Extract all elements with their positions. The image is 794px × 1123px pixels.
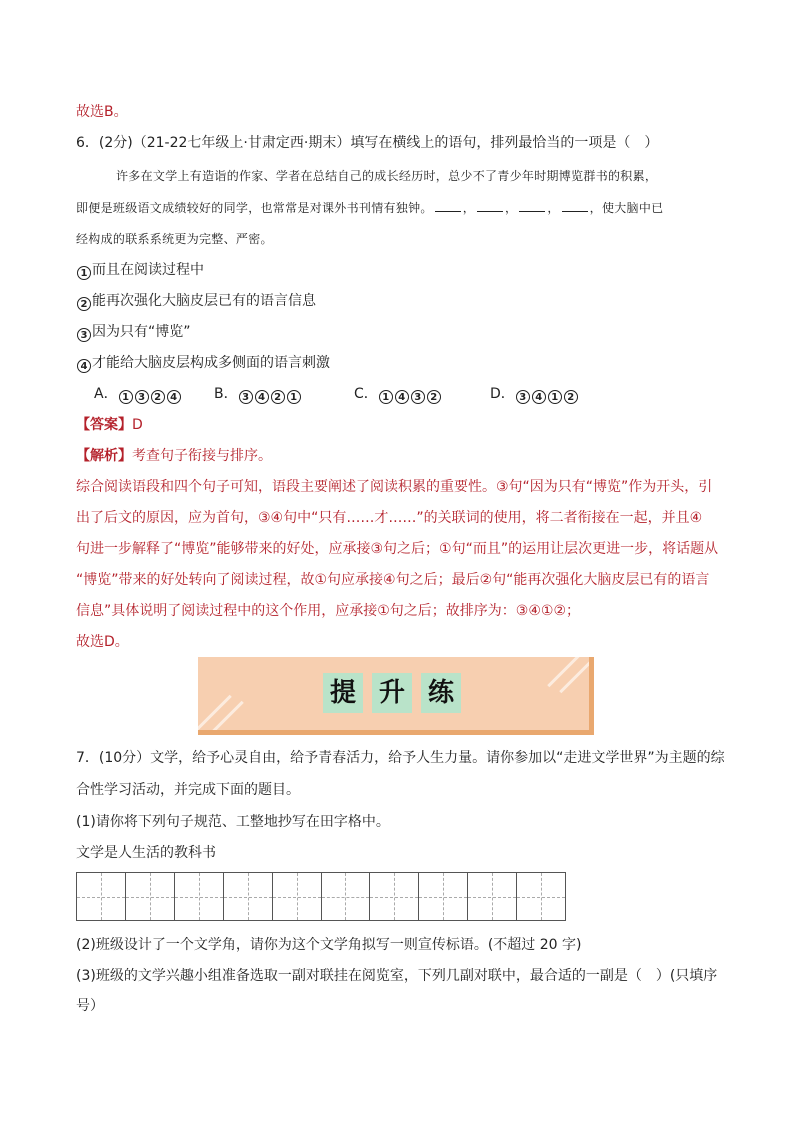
- question-6-passage-line-2: [76, 198, 663, 218]
- option-b: B． 3 4 2 1: [214, 384, 302, 404]
- analysis-line: [76, 446, 272, 466]
- sentence-item-2: [76, 291, 316, 311]
- question-6-passage-line-3: 经构成的联系系统更为完整、严密。: [76, 232, 273, 246]
- grid-cell[interactable]: [126, 873, 175, 920]
- grid-cell[interactable]: [322, 873, 371, 920]
- sentence-item-4: [76, 353, 330, 373]
- item-text: 才能给大脑皮层构成多侧面的语言刺激: [92, 355, 330, 371]
- question-7-sub-3: (3)班级的文学兴趣小组准备选取一副对联挂在阅览室，下列几副对联中，最合适的一副是（ ）(只填序: [76, 968, 718, 984]
- question-7-sub-1: (1)请你将下列句子规范、工整地抄写在田字格中。: [76, 814, 390, 830]
- banner-char-3: 练: [421, 673, 461, 713]
- passage-comma: ，: [462, 201, 476, 215]
- item-text: 而且在阅读过程中: [92, 262, 204, 278]
- banner-char-1: 提: [323, 673, 363, 713]
- question-6-passage-line-1: 许多在文学上有造诣的作家、学者在总结自己的成长经历时，总少不了青少年时期博览群书的积累，: [116, 169, 658, 183]
- sentence-item-3: [76, 322, 191, 342]
- grid-cell[interactable]: [77, 873, 126, 920]
- fill-blank-3: [519, 199, 545, 212]
- item-number: 1: [77, 266, 91, 280]
- grid-cell[interactable]: [419, 873, 468, 920]
- grid-cell[interactable]: [273, 873, 322, 920]
- analysis-paragraph-3: 句进一步解释了“博览”能够带来的好处，应承接③句之后；①句“而且”的运用让层次更进一步，将话题从: [76, 541, 719, 557]
- analysis-paragraph-4: “博览”带来的好处转向了阅读过程，故①句应承接④句之后；最后②句“能再次强化大脑皮层已有的语言: [76, 572, 710, 588]
- grid-cell[interactable]: [224, 873, 273, 920]
- fill-blank-1: [435, 199, 461, 212]
- fill-blank-4: [562, 199, 588, 212]
- item-number: 4: [77, 359, 91, 373]
- analysis-paragraph-2: 出了后文的原因，应为首句，③④句中“只有……才……”的关联词的使用，将二者衔接在一起，并且④: [76, 510, 703, 526]
- question-7-line-2: 合性学习活动，并完成下面的题目。: [76, 782, 300, 798]
- grid-cell[interactable]: [468, 873, 517, 920]
- grid-cell[interactable]: [175, 873, 224, 920]
- banner-char-2: 升: [372, 673, 412, 713]
- fill-blank-2: [477, 199, 503, 212]
- copy-sentence: 文学是人生活的教科书: [76, 845, 216, 861]
- item-number: 2: [77, 297, 91, 311]
- analysis-label: 【解析】: [76, 448, 132, 464]
- item-text: 因为只有“博览”: [92, 324, 191, 340]
- grid-cell[interactable]: [517, 873, 565, 920]
- item-number: 3: [77, 328, 91, 342]
- option-d: D． 3 4 1 2: [490, 384, 579, 404]
- answer-value: D: [132, 417, 143, 433]
- option-a: A． 1 3 2 4: [94, 384, 182, 404]
- tianzige-grid[interactable]: [76, 872, 566, 921]
- analysis-intro: 考查句子衔接与排序。: [132, 448, 272, 464]
- question-7-sub-2: (2)班级设计了一个文学角，请你为这个文学角拟写一则宣传标语。(不超过 20 字): [76, 937, 582, 953]
- section-banner: [198, 657, 594, 735]
- question-6-header: 6．(2分)（21-22七年级上·甘肃定西·期末）填写在横线上的语句，排列最恰当的一项是（ ）: [76, 135, 659, 151]
- question-7-line-1: 7．(10分）文学，给予心灵自由，给予青春活力，给予人生力量。请你参加以“走进文学世界”为主题的综: [76, 750, 725, 766]
- question-7-sub-3-cont: 号）: [76, 998, 104, 1014]
- analysis-paragraph-1: 综合阅读语段和四个句子可知，语段主要阐述了阅读积累的重要性。③句“因为只有“博览”作为开头，引: [76, 479, 713, 495]
- analysis-paragraph-5: 信息”具体说明了阅读过程中的这个作用，应承接①句之后；故排序为：③④①②；: [76, 603, 581, 619]
- option-c: C． 1 4 3 2: [354, 384, 442, 404]
- grid-cell[interactable]: [370, 873, 419, 920]
- passage-text-end: ，使大脑中已: [589, 201, 664, 215]
- passage-comma: ，: [547, 201, 560, 215]
- sentence-item-1: [76, 260, 204, 280]
- answer-label: 【答案】: [76, 417, 132, 433]
- passage-text: 即便是班级语文成绩较好的同学，也常常是对课外书刊情有独钟。: [76, 201, 433, 215]
- item-text: 能再次强化大脑皮层已有的语言信息: [92, 293, 316, 309]
- answer-line: [76, 415, 143, 435]
- passage-comma: ，: [505, 201, 518, 215]
- previous-answer-conclusion: 故选B。: [76, 104, 128, 120]
- analysis-conclusion: 故选D。: [76, 634, 129, 650]
